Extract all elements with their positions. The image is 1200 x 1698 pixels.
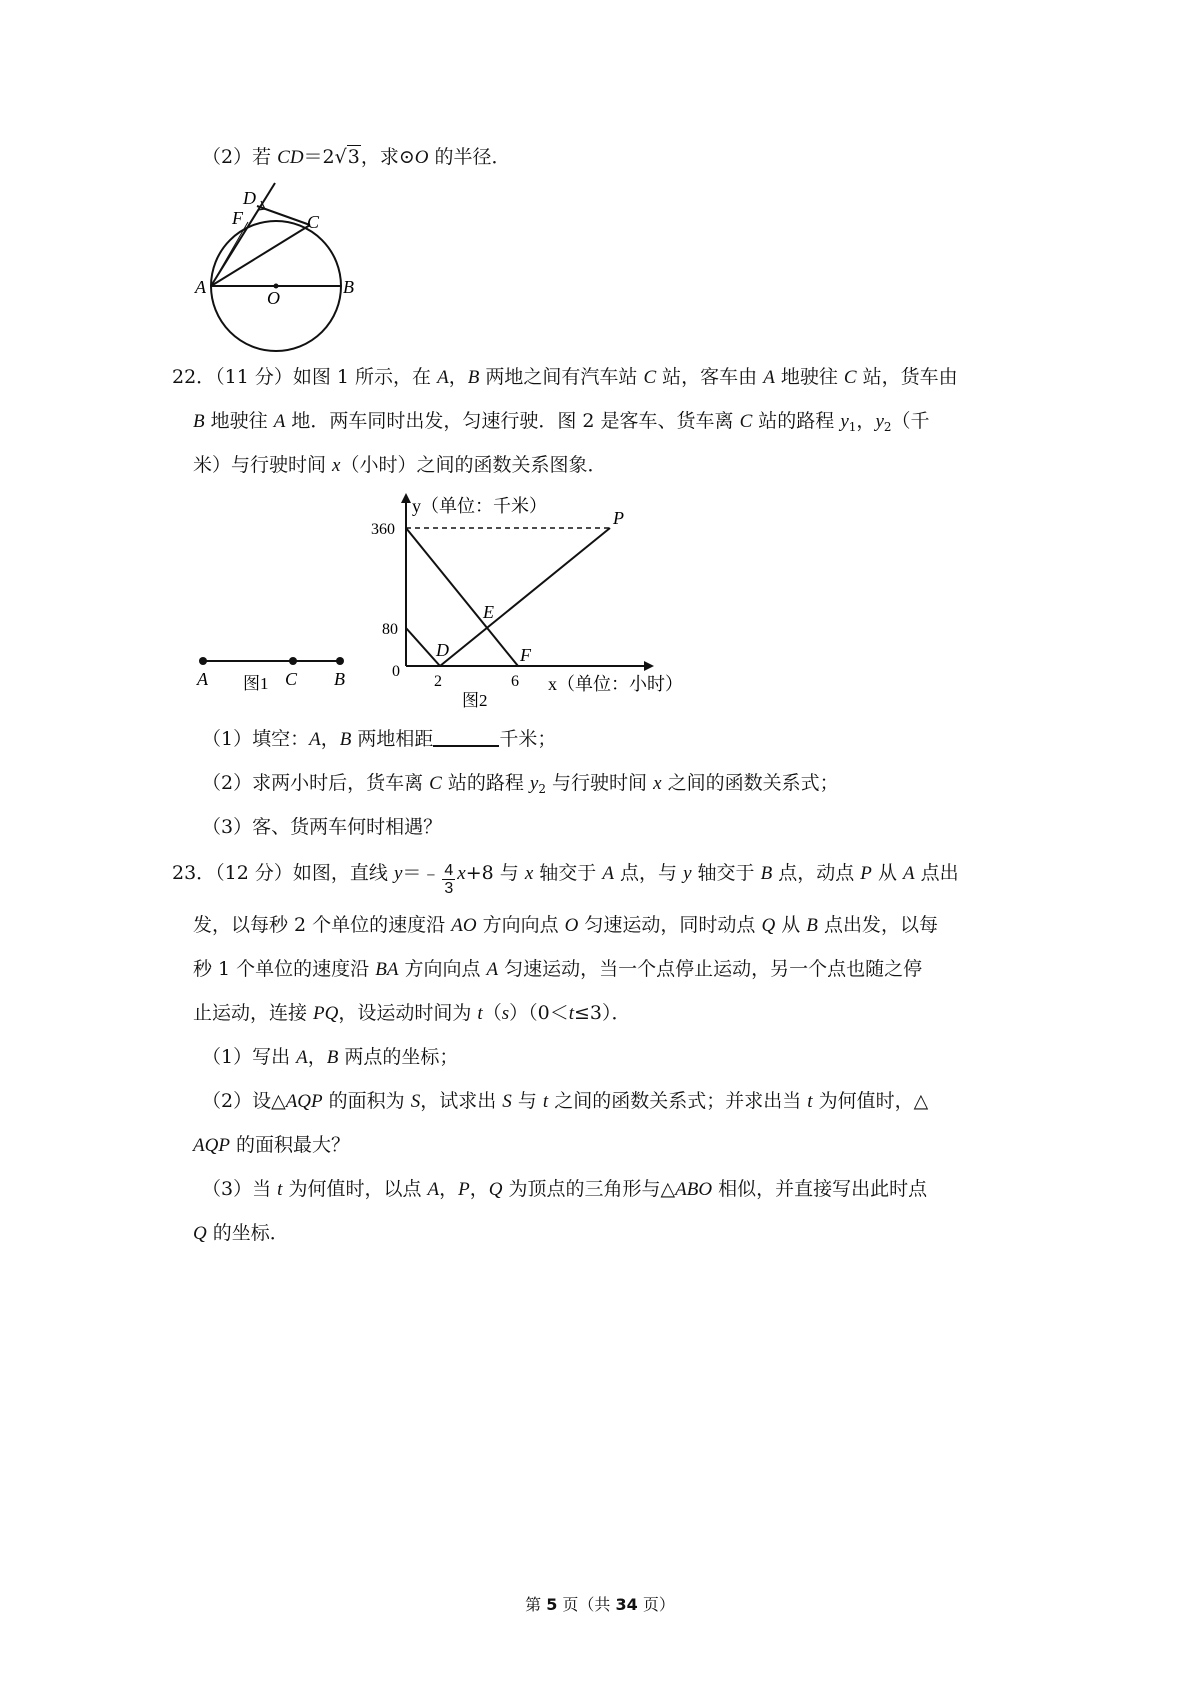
tick-2: 2 [434, 673, 442, 690]
y-axis-arrow [401, 493, 411, 503]
tick-360: 360 [371, 521, 395, 538]
label-d: D [436, 640, 449, 660]
q23-sub2-line2: AQP 的面积最大？ [193, 1134, 350, 1156]
q22-line2: B 地驶往 A 地．两车同时出发，匀速行驶．图 2 是客车、货车离 C 站的路程 $y_1$，$y_2$（千 [193, 410, 930, 434]
label-f: F [232, 208, 243, 228]
axis-label-x: x（单位：小时） [548, 674, 683, 694]
q23-line3: 秒 1 个单位的速度沿 BA 方向向点 A 匀速运动，当一个点停止运动，另一个点也随之停 [193, 958, 923, 980]
fig1-label-b: B [334, 669, 345, 689]
tick-6: 6 [511, 673, 519, 690]
page-number: 5 [546, 1595, 558, 1614]
label-a: A [195, 277, 206, 297]
label-b: B [343, 277, 354, 297]
q22-line1: 22．（11 分）如图 1 所示，在 A，B 两地之间有汽车站 C 站，客车由 A 地驶往 C 站，货车由 [172, 366, 958, 388]
q23-sub3-line1: （3）当 t 为何值时，以点 A，P，Q 为顶点的三角形与△ABO 相似，并直接写出此时点 [202, 1178, 928, 1200]
q21-part2-text: （2）若 CD＝2√3，求⊙O 的半径． [202, 146, 511, 168]
q23-sub3-line2: Q 的坐标． [193, 1222, 289, 1244]
page-total: 34 [615, 1595, 638, 1614]
fig1-label-c: C [285, 669, 298, 689]
x-axis-arrow [644, 661, 654, 671]
fig1-label-a: A [197, 669, 208, 689]
q23-line4: 止运动，连接 PQ，设运动时间为 t（s）（0＜t≤3）． [193, 1002, 631, 1024]
q22-sub1: （1）填空：A，B 两地相距 千米； [202, 728, 557, 750]
q22-figure2 [371, 490, 708, 710]
fig1-caption: 图1 [243, 674, 269, 693]
label-c: C [307, 212, 320, 232]
q23-sub2-line1: （2）设△AQP 的面积为 S，试求出 S 与 t 之间的函数关系式；并求出当 t 为何值时，△ [202, 1090, 929, 1112]
label-e: E [483, 602, 494, 622]
q21-circle-figure [185, 178, 375, 348]
q23-sub1: （1）写出 A，B 两点的坐标； [202, 1046, 459, 1068]
q23-line1: 23．（12 分）如图，直线 y＝﹣ $\frac{4}{3}$ x+8 与 x 轴交于 A 点，与 y 轴交于 B 点，动点 P 从 A 点出 [172, 862, 959, 897]
answer-blank[interactable] [433, 727, 499, 747]
q22-line3: 米）与行驶时间 x（小时）之间的函数关系图象． [193, 454, 607, 476]
fraction-4-3: $\frac{4}{3}$ [444, 862, 454, 897]
q22-figure1 [190, 645, 360, 695]
truck-line-1 [406, 628, 440, 666]
fig2-caption: 图2 [462, 691, 488, 710]
point-a [199, 657, 207, 665]
point-b [336, 657, 344, 665]
label-o: O [267, 288, 280, 308]
label-d: D [243, 188, 256, 208]
label-f: F [520, 645, 531, 665]
chord-af [211, 222, 248, 286]
chord-ac [211, 225, 310, 286]
tick-origin: 0 [392, 663, 400, 680]
q22-sub2: （2）求两小时后，货车离 C 站的路程 $y_2$ 与行驶时间 x 之间的函数关系式； [202, 772, 839, 796]
label-p: P [613, 508, 624, 528]
q23-line2: 发，以每秒 2 个单位的速度沿 AO 方向向点 O 匀速运动，同时动点 Q 从 B 点出发，以每 [193, 914, 938, 936]
tick-80: 80 [382, 621, 398, 638]
point-c [289, 657, 297, 665]
axis-label-y: y（单位：千米） [412, 496, 547, 516]
q22-sub3: （3）客、货两车何时相遇？ [202, 816, 443, 838]
page-footer: 第 5 页（共 34 页） [525, 1595, 675, 1614]
